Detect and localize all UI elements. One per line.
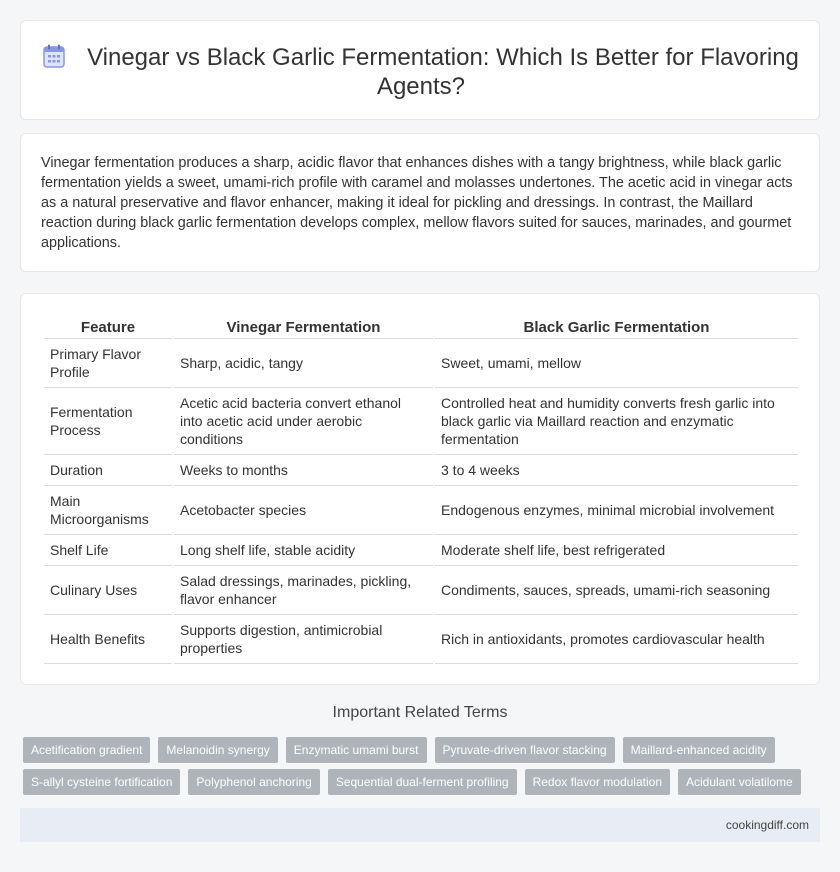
cell-feature: Main Microorganisms <box>44 486 172 535</box>
related-term-tag[interactable]: Maillard-enhanced acidity <box>623 737 775 763</box>
related-term-tag[interactable]: Acidulant volatilome <box>678 769 801 795</box>
comparison-card <box>20 293 820 685</box>
cell-vinegar: Weeks to months <box>174 455 433 486</box>
related-term-tag[interactable]: Melanoidin synergy <box>158 737 277 763</box>
cell-vinegar: Long shelf life, stable acidity <box>174 535 433 566</box>
comparison-table <box>42 313 800 664</box>
cell-vinegar: Acetic acid bacteria convert ethanol into acetic acid under aerobic conditions <box>174 388 433 455</box>
cell-black-garlic: Moderate shelf life, best refrigerated <box>435 535 798 566</box>
cell-vinegar: Sharp, acidic, tangy <box>174 339 433 388</box>
intro-paragraph: Vinegar fermentation produces a sharp, acidic flavor that enhances dishes with a tangy brightness, while black garlic fermentation yields a sweet, umami-rich profile with caramel and molasses undertones. The acetic acid in vinegar acts as a natural preservative and flavor enhancer, making it ideal for pickling and dressings. In contrast, the Maillard reaction during black garlic fermentation develops complex, mellow flavors suited for sauces, marinades, and gourmet applications. <box>41 155 793 251</box>
related-term-tag[interactable]: Pyruvate-driven flavor stacking <box>435 737 615 763</box>
table-row <box>44 535 798 566</box>
related-term-tag[interactable]: S-allyl cysteine fortification <box>23 769 180 795</box>
table-row <box>44 455 798 486</box>
related-term-tag[interactable]: Polyphenol anchoring <box>188 769 319 795</box>
cell-black-garlic: 3 to 4 weeks <box>435 455 798 486</box>
related-terms-list <box>23 737 813 795</box>
related-term-tag[interactable]: Redox flavor modulation <box>525 769 670 795</box>
footer-bar <box>20 808 820 842</box>
cell-black-garlic: Endogenous enzymes, minimal microbial involvement <box>435 486 798 535</box>
cell-vinegar: Supports digestion, antimicrobial properties <box>174 615 433 664</box>
intro-card <box>20 133 820 272</box>
cell-feature: Primary Flavor Profile <box>44 339 172 388</box>
table-header-row <box>44 313 798 339</box>
cell-black-garlic: Condiments, sauces, spreads, umami-rich seasoning <box>435 566 798 615</box>
header-black-garlic: Black Garlic Fermentation <box>435 313 798 339</box>
related-term-tag[interactable]: Acetification gradient <box>23 737 150 763</box>
cell-black-garlic: Sweet, umami, mellow <box>435 339 798 388</box>
cell-feature: Duration <box>44 455 172 486</box>
related-term-tag[interactable]: Enzymatic umami burst <box>286 737 427 763</box>
cell-feature: Fermentation Process <box>44 388 172 455</box>
table-row <box>44 339 798 388</box>
related-terms-title: Important Related Terms <box>332 704 508 721</box>
title-card <box>20 20 820 120</box>
cell-black-garlic: Rich in antioxidants, promotes cardiovascular health <box>435 615 798 664</box>
cell-vinegar: Salad dressings, marinades, pickling, flavor enhancer <box>174 566 433 615</box>
table-row <box>44 566 798 615</box>
header-feature: Feature <box>44 313 172 339</box>
cell-feature: Shelf Life <box>44 535 172 566</box>
table-row <box>44 486 798 535</box>
cell-feature: Culinary Uses <box>44 566 172 615</box>
header-vinegar: Vinegar Fermentation <box>174 313 433 339</box>
related-term-tag[interactable]: Sequential dual-ferment profiling <box>328 769 517 795</box>
page-title: Vinegar vs Black Garlic Fermentation: Which Is Better for Flavoring Agents? <box>87 44 799 100</box>
cell-black-garlic: Controlled heat and humidity converts fresh garlic into black garlic via Maillard reaction and enzymatic fermentation <box>435 388 798 455</box>
cell-feature: Health Benefits <box>44 615 172 664</box>
table-row <box>44 388 798 455</box>
footer-site-link[interactable]: cookingdiff.com <box>725 818 809 832</box>
cell-vinegar: Acetobacter species <box>174 486 433 535</box>
table-row <box>44 615 798 664</box>
page-title-wrap <box>21 43 821 101</box>
calendar-icon <box>43 44 65 68</box>
